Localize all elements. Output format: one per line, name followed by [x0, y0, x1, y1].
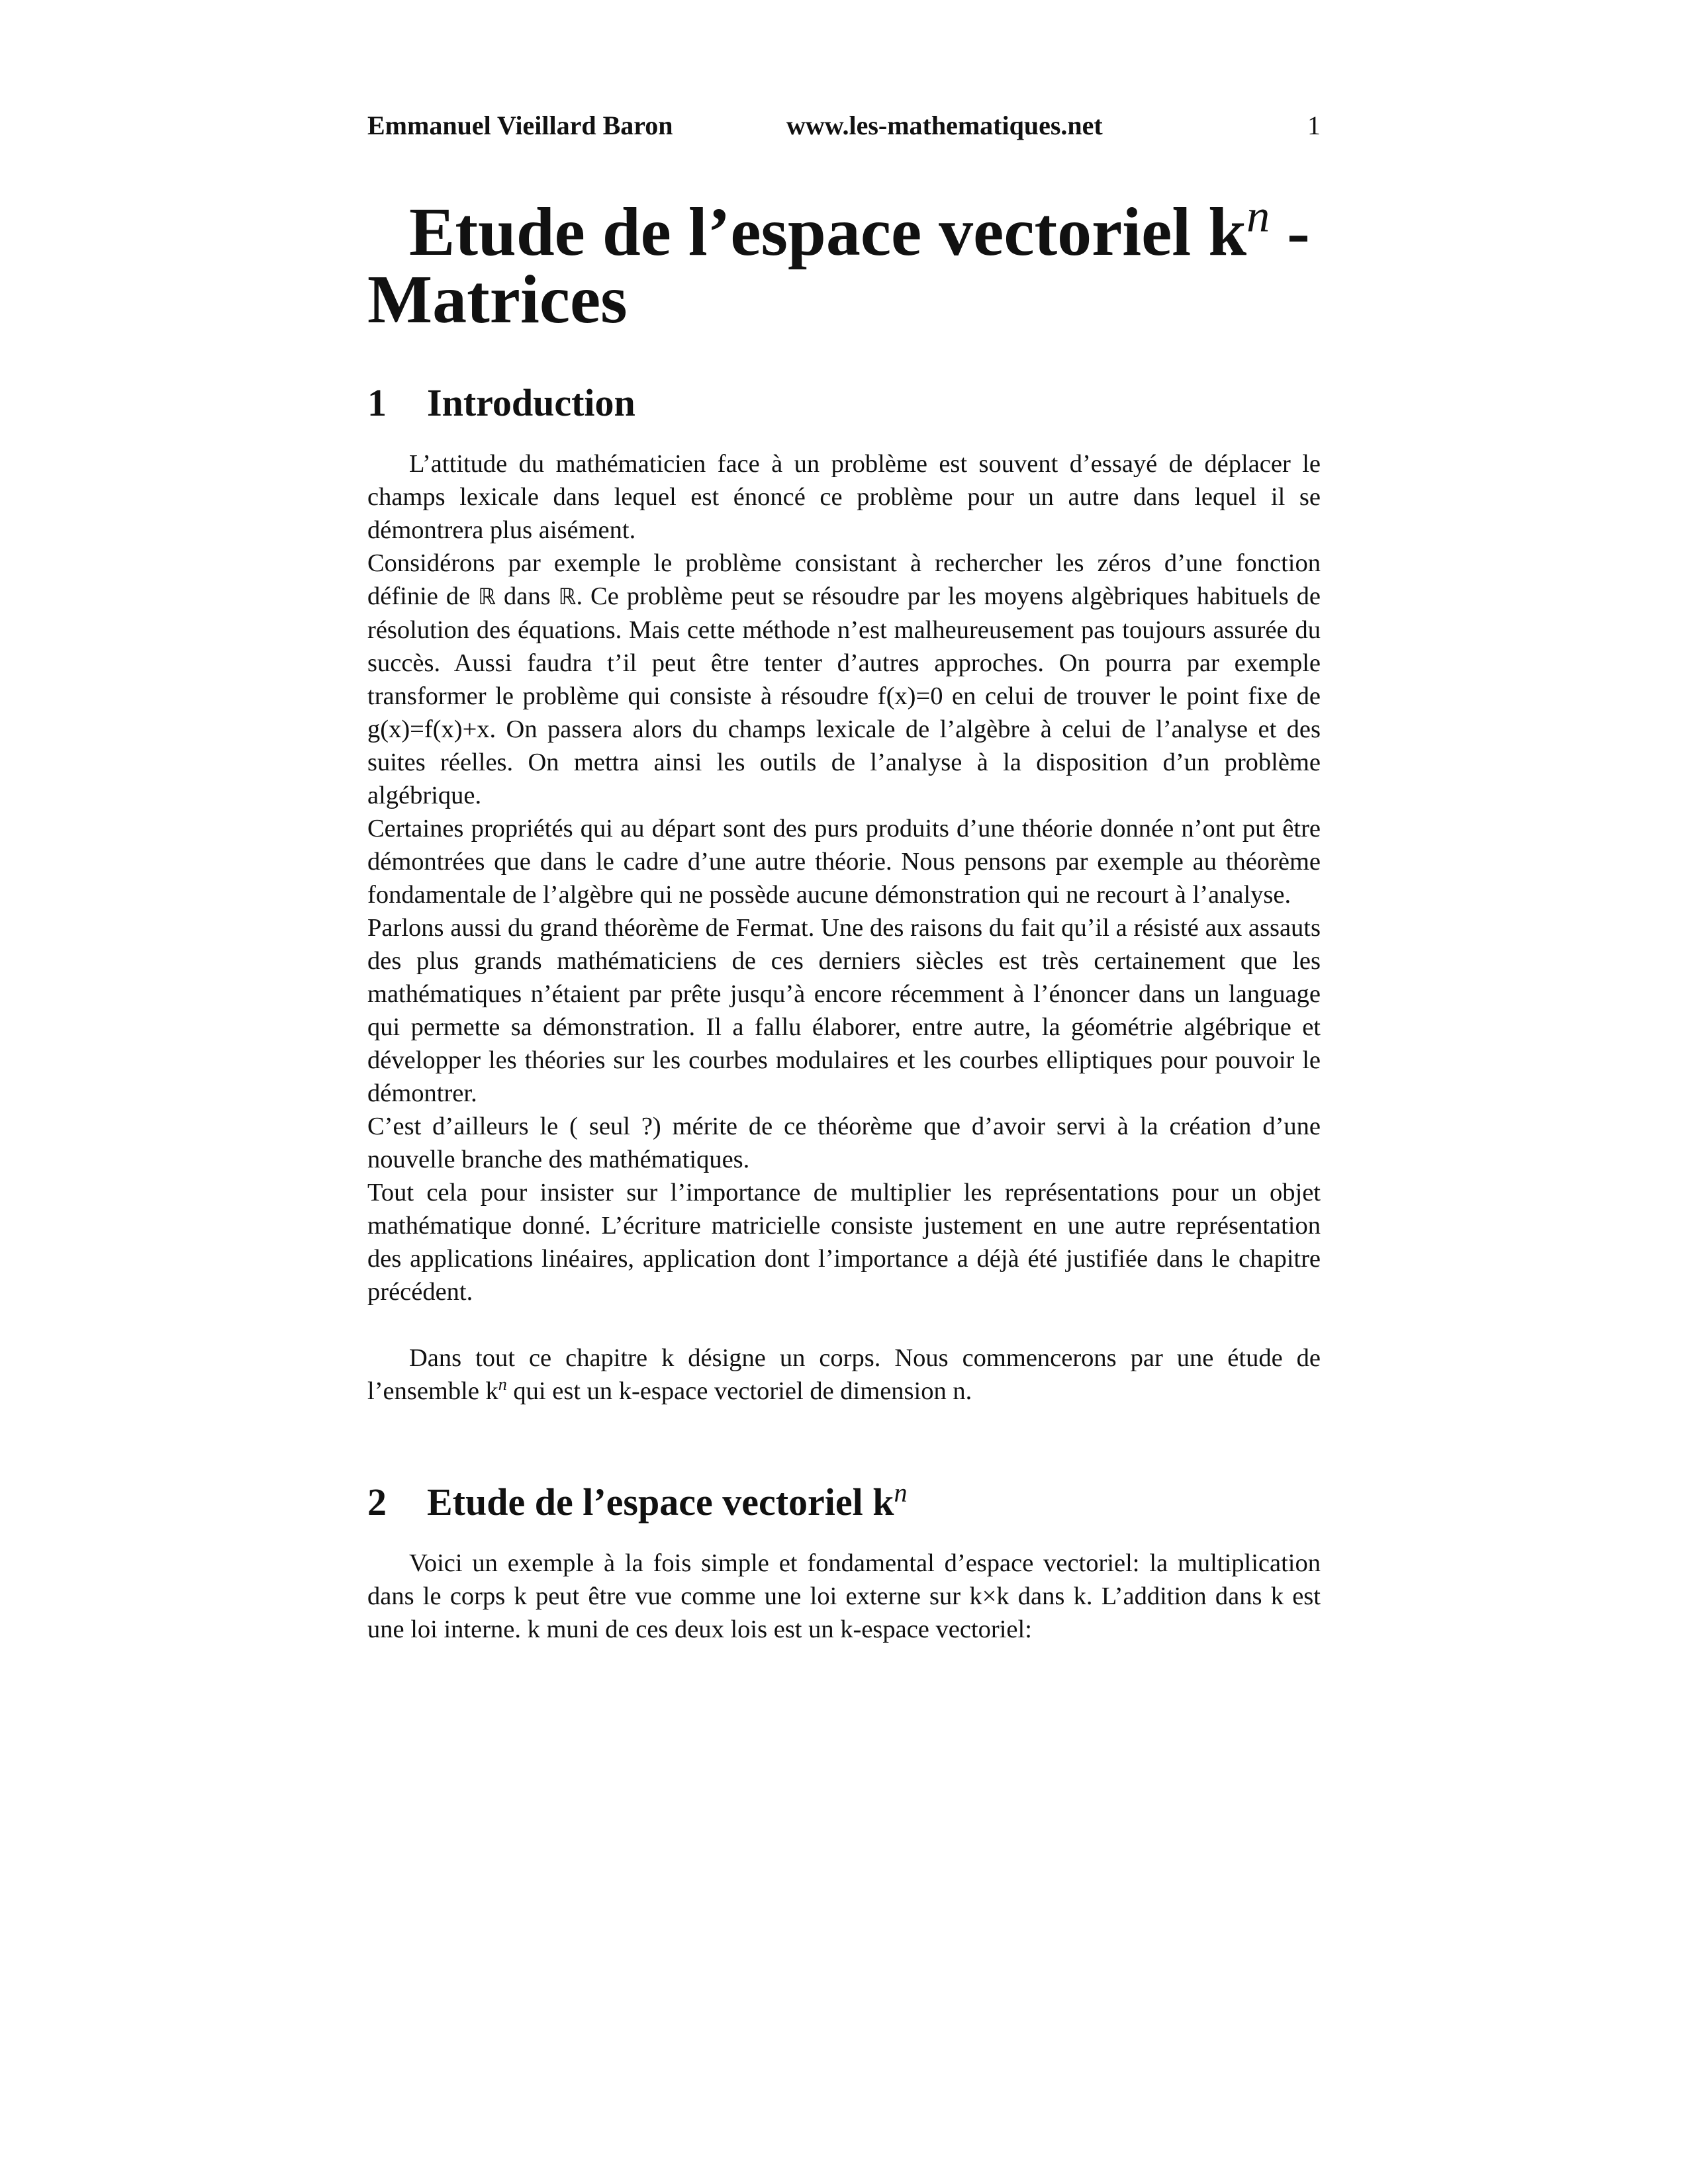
- section-2-title: Etude de l’espace vectoriel k: [427, 1480, 894, 1524]
- section-1-title: Introduction: [427, 381, 635, 424]
- real-numbers-symbol: ℝ: [478, 584, 496, 610]
- section-2-number: 2: [367, 1480, 387, 1524]
- document-title: [367, 191, 1321, 338]
- intro-paragraph-3: Certaines propriétés qui au départ sont des purs produits d’une théorie donnée n’ont put être démontrées que dans le cadre d’une autre théorie. Nous pensons par exemple au théorème fondamentale de l’algèbre qui ne possède aucune démonstration qui ne recourt à l’analyse.: [367, 815, 1321, 909]
- section-1-number: 1: [367, 381, 387, 424]
- section-2-heading: [367, 1479, 1321, 1525]
- real-numbers-symbol: ℝ: [558, 584, 577, 610]
- p7-end: qui est un k-espace vectoriel de dimension n.: [506, 1377, 972, 1405]
- section-2-superscript: n: [894, 1477, 908, 1508]
- running-header: [367, 99, 1321, 139]
- section-2-paragraph: Voici un exemple à la fois simple et fondamental d’espace vectoriel: la multiplication dans le corps k peut être vue comme une loi externe sur k×k dans k. L’addition dans k est une loi interne. k muni de ces deux lois est un k-espace vectoriel:: [367, 1549, 1321, 1643]
- p2-end: . Ce problème peut se résoudre par les moyens algèbriques habituels de résolution des équations. Mais cette méthode n’est malheureusement pas toujours assurée du succès. Aussi faudra t’il peut être tenter d’autres approches. On pourra par exemple transformer le problème qui consiste à résoudre f(x)=0 en celui de trouver le point fixe de g(x)=f(x)+x. On passera alors du champs lexicale de l’algèbre à celui de l’analyse et des suites réelles. On mettra ainsi les outils de l’analyse à la disposition d’un problème algébrique.: [367, 582, 1321, 809]
- title-line1: Etude de l’espace vectoriel k: [409, 194, 1247, 270]
- p7-start: Dans tout ce chapitre k désigne un corps. Nous commencerons par une étude de l’ensemble k: [367, 1344, 1321, 1405]
- document-page: [367, 99, 1321, 1646]
- title-line2: Matrices: [367, 261, 628, 338]
- intro-paragraph-1: L’attitude du mathématicien face à un problème est souvent d’essayé de déplacer le champs lexicale dans lequel est énoncé ce problème pour un autre dans lequel il se démontrera plus aisément.: [367, 450, 1321, 544]
- title-superscript: n: [1246, 191, 1270, 242]
- intro-paragraph-2: [367, 547, 1321, 812]
- intro-paragraph-6: Tout cela pour insister sur l’importance de multiplier les représentations pour un objet mathématique donné. L’écriture matricielle consiste justement en une autre représentation des applications linéaires, application dont l’importance a déjà été justifiée dans le chapitre précédent.: [367, 1179, 1321, 1306]
- intro-paragraph-7: [367, 1342, 1321, 1408]
- p2-start: Considérons par exemple le problème consistant à rechercher les zéros d’une fonction définie de: [367, 549, 1321, 610]
- p7-superscript: n: [498, 1375, 507, 1394]
- header-website: www.les-mathematiques.net: [786, 111, 1103, 140]
- intro-paragraph-4: Parlons aussi du grand théorème de Fermat. Une des raisons du fait qu’il a résisté aux assauts des plus grands mathématiciens de ces derniers siècles est très certainement que les mathématiques n’étaient par prête jusqu’à encore récemment à l’énoncer dans un language qui permette sa démonstration. Il a fallu élaborer, entre autre, la géométrie algébrique et développer les théories sur les courbes modulaires et les courbes elliptiques pour pouvoir le démontrer.: [367, 914, 1321, 1107]
- intro-paragraph-5: C’est d’ailleurs le ( seul ?) mérite de ce théorème que d’avoir servi à la création d’une nouvelle branche des mathématiques.: [367, 1113, 1321, 1173]
- section-1-heading: [367, 380, 1321, 426]
- p2-mid: dans: [496, 582, 559, 610]
- header-page-number: 1: [1307, 111, 1321, 140]
- title-line1-suffix: -: [1270, 194, 1310, 270]
- header-author: Emmanuel Vieillard Baron: [367, 111, 673, 140]
